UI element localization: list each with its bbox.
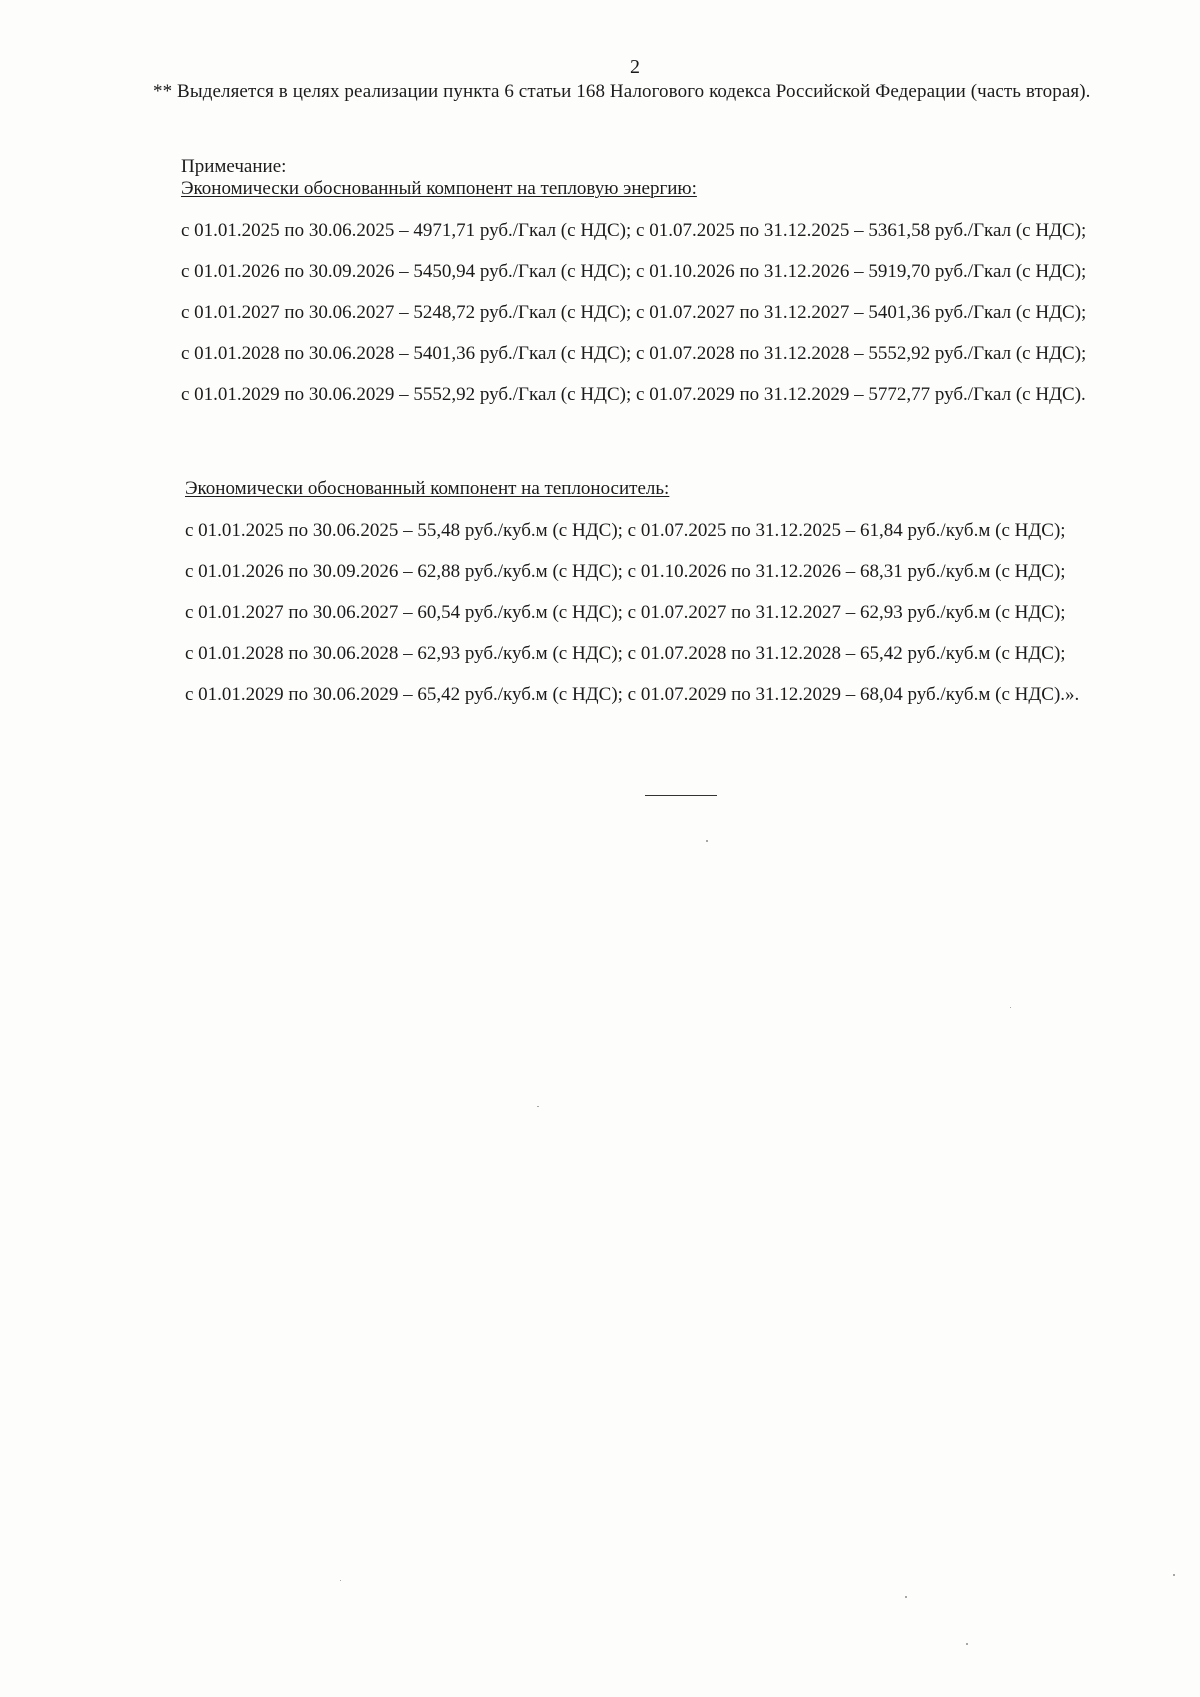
scan-speck <box>340 1580 341 1581</box>
heat-energy-tariff-2027: с 01.01.2027 по 30.06.2027 – 5248,72 руб./Гкал (с НДС); с 01.07.2027 по 31.12.2027 – 5401,36 руб./Гкал (с НДС); <box>181 302 1087 323</box>
heat-energy-tariff-2026: с 01.01.2026 по 30.09.2026 – 5450,94 руб./Гкал (с НДС); с 01.10.2026 по 31.12.2026 – 5919,70 руб./Гкал (с НДС); <box>181 261 1087 282</box>
vat-footnote: ** Выделяется в целях реализации пункта 6 статьи 168 Налогового кодекса Российской Федерации (часть вторая). <box>153 81 1091 102</box>
heat-energy-tariff-2025: с 01.01.2025 по 30.06.2025 – 4971,71 руб./Гкал (с НДС); с 01.07.2025 по 31.12.2025 – 5361,58 руб./Гкал (с НДС); <box>181 220 1087 241</box>
scan-speck <box>537 1106 539 1107</box>
heat-energy-title: Экономически обоснованный компонент на тепловую энергию: <box>181 178 697 199</box>
heat-carrier-tariff-2029: с 01.01.2029 по 30.06.2029 – 65,42 руб./куб.м (с НДС); с 01.07.2029 по 31.12.2029 – 68,04 руб./куб.м (с НДС).». <box>185 684 1080 705</box>
page-number: 2 <box>630 56 640 78</box>
heat-carrier-tariff-2026: с 01.01.2026 по 30.09.2026 – 62,88 руб./куб.м (с НДС); с 01.10.2026 по 31.12.2026 – 68,31 руб./куб.м (с НДС); <box>185 561 1066 582</box>
heat-carrier-tariff-2027: с 01.01.2027 по 30.06.2027 – 60,54 руб./куб.м (с НДС); с 01.07.2027 по 31.12.2027 – 62,93 руб./куб.м (с НДС); <box>185 602 1066 623</box>
note-label: Примечание: <box>181 156 287 177</box>
heat-energy-section <box>153 178 1125 405</box>
scan-speck <box>706 840 708 842</box>
heat-energy-tariff-2029: с 01.01.2029 по 30.06.2029 – 5552,92 руб./Гкал (с НДС); с 01.07.2029 по 31.12.2029 – 5772,77 руб./Гкал (с НДС). <box>181 384 1086 405</box>
heat-carrier-tariff-2025: с 01.01.2025 по 30.06.2025 – 55,48 руб./куб.м (с НДС); с 01.07.2025 по 31.12.2025 – 61,84 руб./куб.м (с НДС); <box>185 520 1066 541</box>
scan-speck <box>1010 1007 1011 1008</box>
heat-carrier-title: Экономически обоснованный компонент на теплоноситель: <box>185 478 670 499</box>
heat-carrier-section <box>157 478 1127 705</box>
heat-carrier-tariff-2028: с 01.01.2028 по 30.06.2028 – 62,93 руб./куб.м (с НДС); с 01.07.2028 по 31.12.2028 – 65,42 руб./куб.м (с НДС); <box>185 643 1066 664</box>
scan-speck <box>905 1596 907 1598</box>
end-of-text-rule <box>645 795 717 796</box>
heat-energy-tariff-2028: с 01.01.2028 по 30.06.2028 – 5401,36 руб./Гкал (с НДС); с 01.07.2028 по 31.12.2028 – 5552,92 руб./Гкал (с НДС); <box>181 343 1087 364</box>
scan-speck <box>1173 1574 1175 1576</box>
scan-speck <box>966 1643 968 1645</box>
